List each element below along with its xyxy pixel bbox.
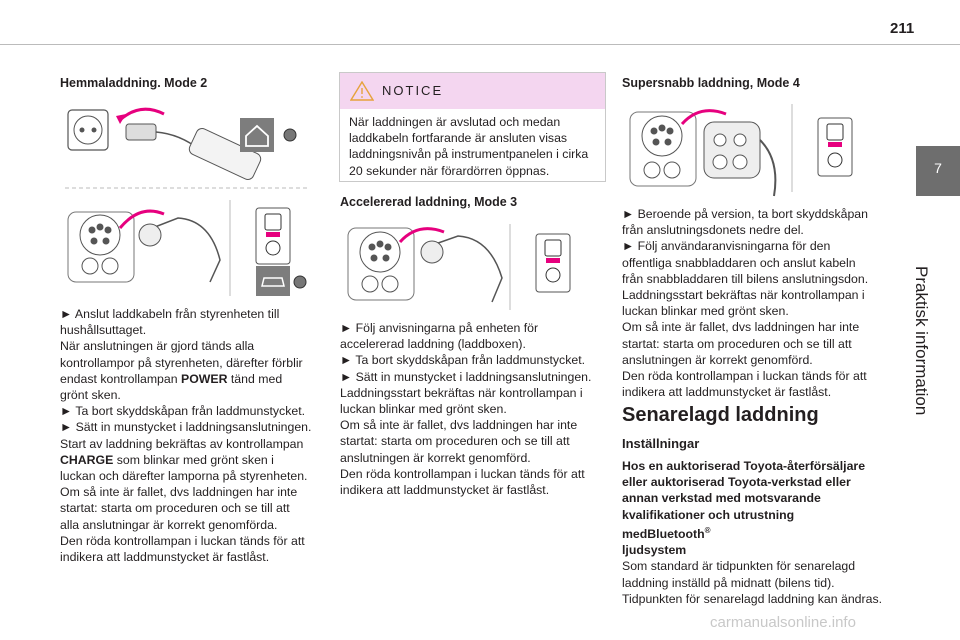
lock-clock-panel — [256, 208, 290, 264]
col3-para-7: Tidpunkten för senarelagd laddning kan ändras. — [622, 591, 883, 606]
accelerated-charging-figure — [340, 222, 592, 312]
chapter-number: 7 — [934, 160, 942, 176]
lock-clock-panel — [818, 118, 852, 176]
header-rule — [0, 44, 960, 45]
lock-clock-panel — [536, 234, 570, 292]
col2-para-1: ► Följ anvisningarna på enheten för accelererad laddning (laddboxen). — [340, 321, 539, 352]
col1-para-7: Den röda kontrollampan i luckan tänds för att indikera att laddmunstycket är fastlåst. — [60, 533, 305, 565]
notice-title: NOTICE — [382, 83, 444, 98]
page-number: 211 — [890, 20, 915, 37]
section-heading-mode2: Hemmaladdning. Mode 2 — [60, 76, 208, 90]
watermark: carmanualsonline.info — [710, 614, 856, 631]
subheading-settings: Inställningar — [622, 436, 700, 451]
col2-para-4: Laddningsstart bekräftas när kontrollampan i luckan blinkar med grönt sken. — [340, 385, 583, 417]
col3-para-2: ► Följ användaranvisningarna för den offentliga snabbladdaren och anslut kabeln från snabbladdaren till bilens anslutningsdon. — [622, 239, 869, 286]
section-heading-mode4: Supersnabb laddning, Mode 4 — [622, 76, 800, 90]
plug-icon — [139, 218, 220, 282]
home-charging-figure — [60, 100, 312, 300]
col3-para-6: Som standard är tidpunkten för senarelagd laddning inställd på midnatt (bilens tid). — [622, 559, 856, 590]
col1-body — [60, 306, 312, 565]
notice-header — [340, 73, 605, 109]
col1-para-6: Om så inte är fallet, dvs laddningen har inte startat: starta om proceduren och se till att alla anslutningar är korrekt genomförda. — [60, 485, 298, 532]
col3-para-1: ► Beroende på version, ta bort skyddskåpan från anslutningsdonets nedre del. — [622, 207, 868, 238]
col1-para-3: ► Ta bort skyddskåpan från laddmunstycket. — [60, 404, 306, 419]
super-fast-charging-figure — [622, 100, 874, 200]
chapter-title: Praktisk information — [912, 266, 931, 416]
home-icon — [240, 118, 274, 152]
notice-box — [339, 72, 606, 182]
col3-para-4: Om så inte är fallet, dvs laddningen har inte startat: starta om proceduren och se till att anslutningen är korrekt genomförd. — [622, 320, 860, 367]
col1-para-2: När anslutningen är gjord tänds alla kontrollampor på styrenheten, därefter förblir endast kontrollampan POWER tänd med grönt sken. — [60, 339, 303, 403]
car-icon — [256, 266, 290, 296]
col1-para-4: ► Sätt in munstycket i laddningsanslutningen. — [60, 420, 312, 435]
dc-plug-icon — [704, 122, 775, 196]
plug-icon — [421, 236, 502, 302]
socket-icon — [68, 110, 108, 150]
col3-body-2 — [622, 458, 884, 607]
col2-para-3: ► Sätt in munstycket i laddningsanslutningen. — [340, 369, 592, 384]
notice-text: När laddningen är avslutad och medan laddkabeln fortfarande är ansluten visas laddningsnivån på instrumentpanelen i cirka 20 sekunder när förardörren öppnas. — [349, 115, 589, 178]
col3-para-3: Laddningsstart bekräftas när kontrollampan i luckan blinkar med grönt sken. — [622, 288, 865, 319]
section-heading-deferred: Senarelagd laddning — [622, 404, 819, 426]
col3-para-5: Den röda kontrollampan i luckan tänds för att indikera att laddmunstycket är fastlåst. — [622, 369, 867, 400]
col2-body — [340, 320, 595, 498]
dealer-text: Hos en auktoriserad Toyota-återförsäljare eller auktoriserad Toyota-verkstad eller annan verkstad med motsvarande kvalifikationer och utrustning medBluetooth® ljudsystem — [622, 459, 866, 558]
warning-icon — [350, 81, 374, 101]
charging-inlet-icon — [630, 112, 696, 186]
section-heading-mode3: Accelererad laddning, Mode 3 — [340, 195, 518, 209]
col3-body — [622, 206, 877, 400]
col1-para-5: Start av laddning bekräftas av kontrollampan CHARGE som blinkar med grönt sken i luckan och därefter lamporna på styrenheten. — [60, 436, 308, 484]
col2-para-5: Om så inte är fallet, dvs laddningen har inte startat: starta om proceduren och se till att anslutningen är korrekt genomförd. — [340, 418, 578, 465]
col1-para-1: ► Anslut laddkabeln från styrenheten till hushållsuttaget. — [60, 307, 280, 338]
col2-para-2: ► Ta bort skyddskåpan från laddmunstycket. — [340, 353, 586, 368]
col2-para-6: Den röda kontrollampan i luckan tänds för att indikera att laddmunstycket är fastlåst. — [340, 466, 585, 498]
